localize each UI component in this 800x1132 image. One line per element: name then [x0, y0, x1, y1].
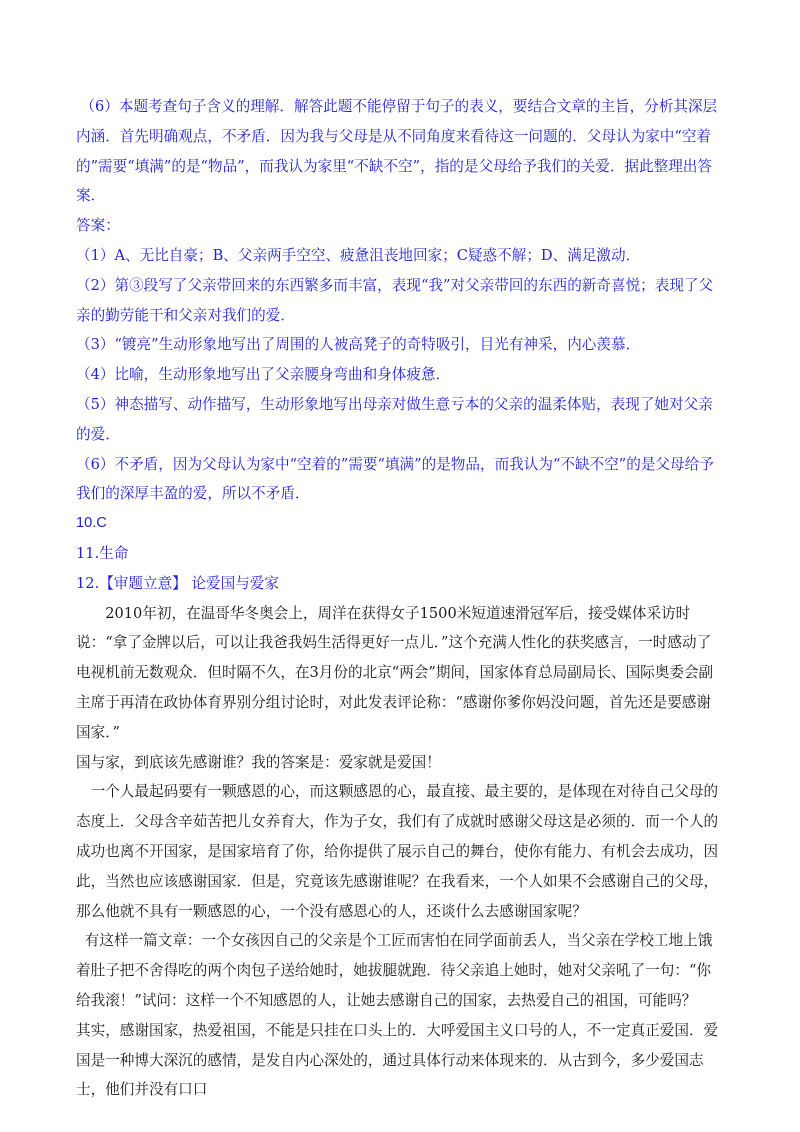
answer-2: （2）第③段写了父亲带回来的东西繁多而丰富，表现“我”对父亲带回的东西的新奇喜悦；表现了父亲的勤劳能干和父亲对我们的爱．	[76, 276, 714, 324]
question-11-answer: 11.生命	[76, 544, 129, 562]
question-10-answer: 10.C	[76, 515, 107, 532]
essay-paragraph-1: 2010年初，在温哥华冬奥会上，周洋在获得女子1500米短道速滑冠军后，接受媒体采访时说：“拿了金牌以后，可以让我爸我妈生活得更好一点儿．”这个充满人性化的获奖感言，一时感动了电视机前无数观众．但时隔不久，在3月份的北京“两会”期间，国家体育总局副局长、国际奥委会副主席于再清在政协体育界别分组讨论时，对此发表评论称：“感谢你爹你妈没问题，首先还是要感谢国家．”	[76, 604, 714, 741]
answer-label: 答案：	[76, 217, 120, 235]
essay-paragraph-5: 其实，感谢国家，热爱祖国，不能是只挂在口头上的．大呼爱国主义口号的人，不一定真正爱国．爱国是一种博大深沉的感情，是发自内心深处的，通过具体行动来体现来的．从古到今，多少爱国志士，他们并没有口口	[76, 1021, 719, 1099]
answer-6: （6）不矛盾，因为父母认为家中“空着的”需要“填满”的是物品，而我认为“不缺不空”的是父母给予我们的深厚丰盈的爱，所以不矛盾．	[76, 455, 714, 503]
answer-4: （4）比喻，生动形象地写出了父亲腰身弯曲和身体疲惫．	[76, 366, 451, 384]
q6-analysis: （6）本题考查句子含义的理解．解答此题不能停留于句子的表义，要结合文章的主旨，分析其深层内涵．首先明确观点，不矛盾．因为我与父母是从不同角度来看待这一问题的．父母认为家中“空着的”需要“填满”的是“物品”，而我认为家里“不缺不空”，指的是父母给予我们的关爱．据此整理出答案．	[76, 98, 718, 205]
essay-paragraph-3: 一个人最起码要有一颗感恩的心，而这颗感恩的心，最直接、最主要的，是体现在对待自己父母的态度上．父母含辛茹苦把儿女养育大，作为子女，我们有了成就时感谢父母这是必须的．而一个人的成功也离不开国家，是国家培育了你，给你提供了展示自己的舞台，使你有能力、有机会去成功，因此，当然也应该感谢国家．但是，究竟该先感谢谁呢？在我看来，一个人如果不会感谢自己的父母，那么他就不具有一颗感恩的心，一个没有感恩心的人，还谈什么去感谢国家呢？	[76, 783, 719, 920]
answer-5: （5）神态描写、动作描写，生动形象地写出母亲对做生意亏本的父亲的温柔体贴，表现了她对父亲的爱．	[76, 395, 713, 443]
answer-1: （1）A、无比自豪；B、父亲两手空空、疲惫沮丧地回家；C疑惑不解；D、满足激动．	[76, 246, 641, 264]
question-12-heading: 12.【审题立意】 论爱国与爱家	[76, 574, 279, 592]
essay-paragraph-2: 国与家，到底该先感谢谁？我的答案是：爱家就是爱国！	[76, 753, 441, 771]
essay-paragraph-4: 有这样一篇文章：一个女孩因自己的父亲是个工匠而害怕在同学面前丢人，当父亲在学校工地上饿着肚子把不舍得吃的两个肉包子送给她时，她拔腿就跑．待父亲追上她时，她对父亲吼了一句：“你给我滚！”试问：这样一个不知感恩的人，让她去感谢自己的国家，去热爱自己的祖国，可能吗？	[76, 932, 713, 1009]
answer-3: （3）“镀亮”生动形象地写出了周围的人被高凳子的奇特吸引，目光有神采，内心羡慕．	[76, 336, 641, 354]
